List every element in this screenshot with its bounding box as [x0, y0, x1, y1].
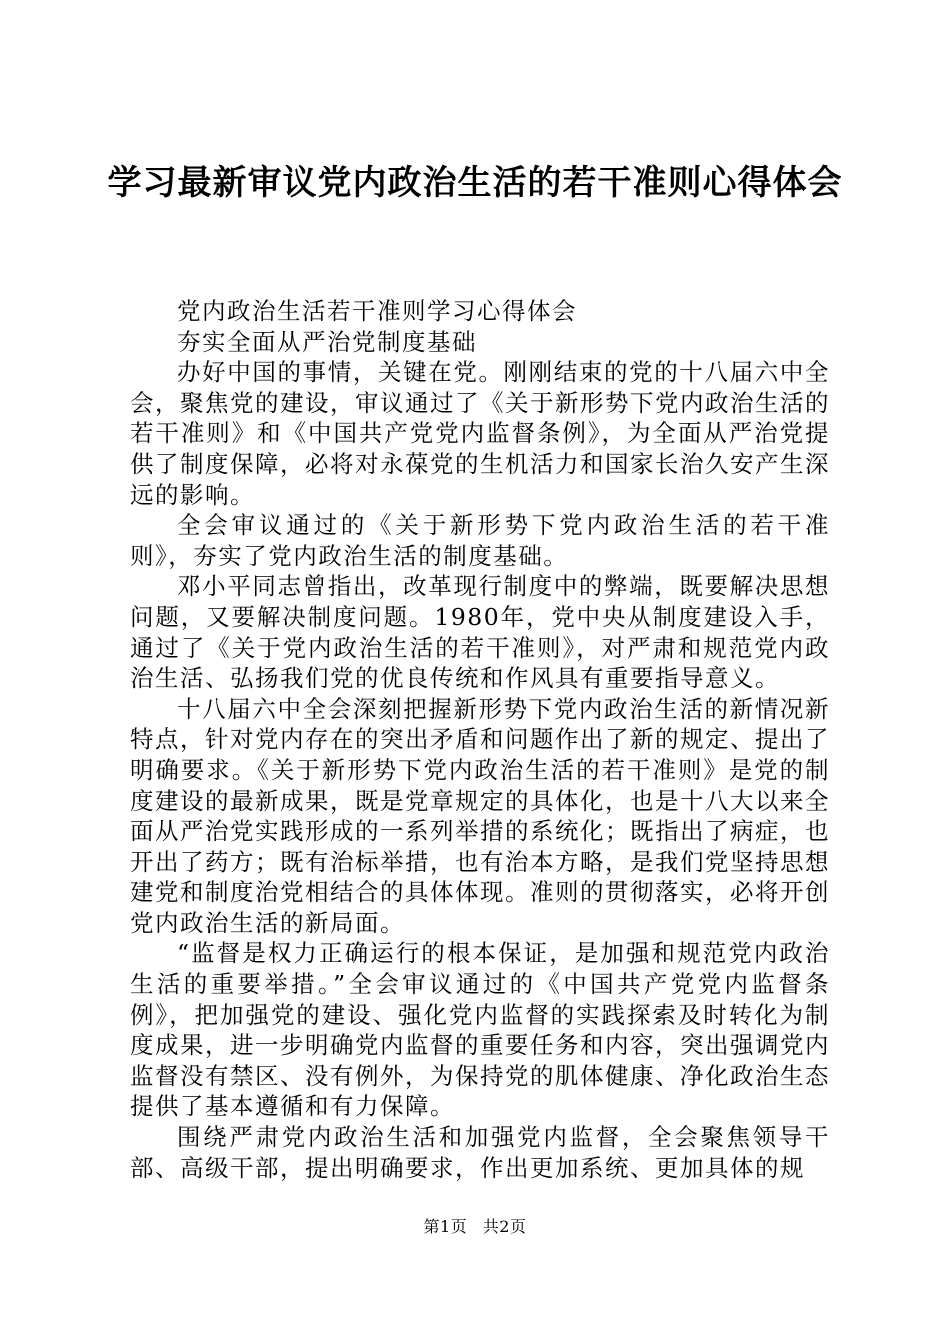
paragraph: 邓小平同志曾指出，改革现行制度中的弊端，既要解决思想问题，又要解决制度问题。1980年，党中央从制度建设入手，通过了《关于党内政治生活的若干准则》，对严肃和规范党内政治生活、弘扬我们党的优良传统和作风具有重要指导意义。	[130, 572, 830, 693]
paragraph: “监督是权力正确运行的根本保证，是加强和规范党内政治生活的重要举措。”全会审议通过的《中国共产党党内监督条例》，把加强党的建设、强化党内监督的实践探索及时转化为制度成果，进一步明确党内监督的重要任务和内容，突出强调党内监督没有禁区、没有例外，为保持党的肌体健康、净化政治生态提供了基本遵循和有力保障。	[130, 939, 830, 1121]
paragraph: 十八届六中全会深刻把握新形势下党内政治生活的新情况新特点，针对党内存在的突出矛盾和问题作出了新的规定、提出了明确要求。《关于新形势下党内政治生活的若干准则》是党的制度建设的最新成果，既是党章规定的具体化，也是十八大以来全面从严治党实践形成的一系列举措的系统化；既指出了病症，也开出了药方；既有治标举措，也有治本方略，是我们党坚持思想建党和制度治党相结合的具体体现。准则的贯彻落实，必将开创党内政治生活的新局面。	[130, 694, 830, 937]
paragraph: 围绕严肃党内政治生活和加强党内监督，全会聚焦领导干部、高级干部，提出明确要求，作出更加系统、更加具体的规	[130, 1123, 830, 1182]
paragraph: 办好中国的事情，关键在党。刚刚结束的党的十八届六中全会，聚焦党的建设，审议通过了《关于新形势下党内政治生活的若干准则》和《中国共产党党内监督条例》，为全面从严治党提供了制度保障，必将对永葆党的生机活力和国家长治久安产生深远的影响。	[130, 358, 830, 509]
page-total: 共2页	[482, 1217, 527, 1236]
page-number: 第1页	[423, 1217, 468, 1236]
page-footer	[0, 1214, 950, 1237]
document-title: 学习最新审议党内政治生活的若干准则心得体会	[107, 163, 843, 203]
paragraph: 夯实全面从严治党制度基础	[177, 327, 477, 356]
paragraph: 党内政治生活若干准则学习心得体会	[177, 297, 577, 325]
paragraph: 全会审议通过的《关于新形势下党内政治生活的若干准则》，夯实了党内政治生活的制度基础。	[130, 511, 830, 570]
document-body	[130, 296, 830, 1183]
